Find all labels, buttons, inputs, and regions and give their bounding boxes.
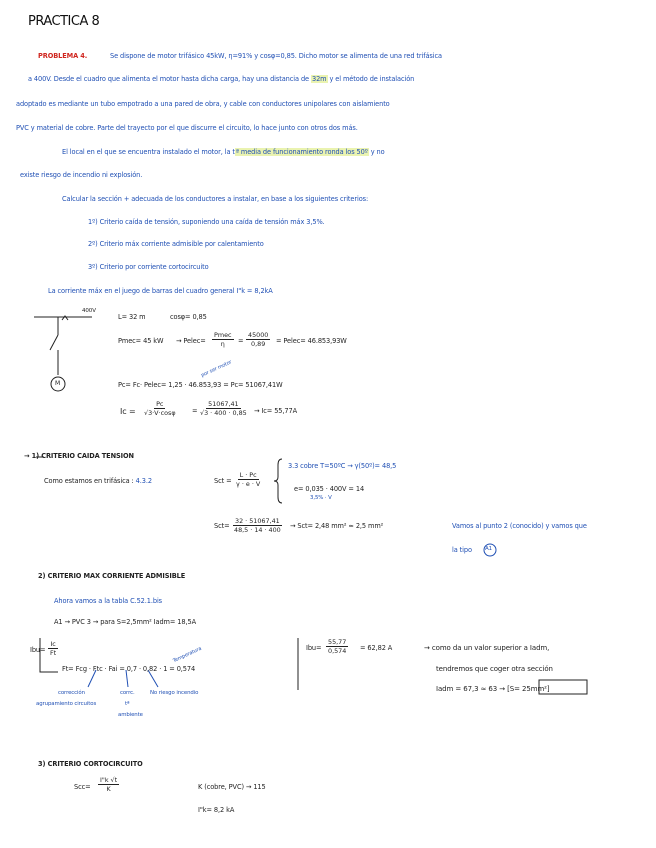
- section-2-heading: 2) CRITERIO MAX CORRIENTE ADMISIBLE: [38, 572, 186, 580]
- problem-line-1: Se dispone de motor trifásico 45kW, η=91% y cosφ=0,85. Dicho motor se alimenta de una red trifásica: [110, 52, 442, 60]
- sct-calc-lhs: Sct=: [214, 522, 230, 530]
- pelec-fraction: Pmec η: [214, 331, 232, 348]
- sct-calc-result: → Sct= 2,48 mm² ≈ 2,5 mm²: [290, 522, 384, 530]
- problem-line-6: existe riesgo de incendio ni explosión.: [20, 171, 143, 179]
- section-3-heading: 3) CRITERIO CORTOCIRCUITO: [38, 760, 143, 768]
- right-note-3: Iadm = 67,3 ≈ 63 → [S= 25mm²]: [436, 685, 550, 693]
- page-title: PRACTICA 8: [28, 14, 100, 29]
- pmec-line: Pmec= 45 kW: [118, 337, 164, 345]
- annot-corrc-3: ambiente: [118, 712, 143, 718]
- ic-lhs: Ic =: [120, 407, 136, 416]
- annot-correction: corrección: [58, 690, 85, 696]
- section-1-note-b: la tipo: [452, 546, 472, 554]
- criterion-1: 1º) Criterio caída de tensión, suponiendo una caída de tensión máx 3,5%.: [88, 218, 325, 226]
- k-line: K (cobre, PVC) → 115: [198, 783, 266, 791]
- pc-line: Pc= Fc· Pelec= 1,25 · 46.853,93 = Pc= 51067,41W: [118, 381, 283, 389]
- switch-blade: [50, 335, 58, 350]
- problem-line-2-a: a 400V. Desde el cuadro que alimenta el motor hasta dicha carga, hay una distancia de: [28, 75, 311, 83]
- problem-line-4: PVC y material de cobre. Parte del trayecto por el que discurre el circuito, lo hace junto con otros dos más.: [16, 124, 358, 132]
- annot-correction-2: agrupamiento circuitos: [36, 701, 97, 707]
- ic-fraction: $\frac{Pc}{√3\cdot V\cdot\cos\varphi}$: [144, 400, 176, 417]
- section-1-ref: 4.3.2: [135, 477, 152, 485]
- ibu2-fraction: $\frac{55,77}{0,574}$: [328, 638, 347, 655]
- voltage-label: 400V: [82, 308, 96, 314]
- annot-corrc: corrc.: [120, 690, 135, 696]
- problem-note: La corriente máx en el juego de barras del cuadro general I"k = 8,2kA: [48, 287, 273, 295]
- section-1-text: Como estamos en trifásica :: [44, 477, 134, 485]
- annot-temperature: Temperatura: [172, 645, 203, 665]
- ik-line: I"k= 8,2 kA: [198, 806, 235, 814]
- choice-line: A1 → PVC 3 → para S=2,5mm² Iadm= 18,5A: [54, 618, 196, 626]
- right-note-2: tendremos que coger otra sección: [436, 665, 553, 673]
- pelec-eq: =: [238, 337, 244, 345]
- problem-line-5-highlight: ª media de funcionamiento ronda los 50º: [235, 148, 368, 156]
- brace-line-3: 3,5% · V: [310, 495, 332, 501]
- problem-line-5-a: El local en el que se encuentra instalado el motor, la t: [62, 148, 235, 156]
- ic-result: → Ic= 55,77A: [254, 407, 297, 415]
- pelec-lhs: → Pelec=: [176, 337, 206, 345]
- brace-line-1: 3.3 cobre T=50ºC → γ(50º)= 48,5: [288, 462, 397, 470]
- sct-fraction: $\frac{L \cdot Pc}{\gamma \cdot e \cdot V}$: [236, 471, 261, 488]
- ibu-lhs: Ibu=: [30, 646, 46, 654]
- right-note-1: → como da un valor superior a Iadm,: [424, 644, 550, 652]
- section-1-note-a: Vamos al punto 2 (conocido) y vamos que: [452, 522, 587, 530]
- problem-line-5-b: y no: [368, 148, 385, 156]
- scc-lhs: Scc=: [74, 783, 91, 791]
- problem-line-3: adoptado es mediante un tubo empotrado a una pared de obra, y cable con conductores unipolares con aislamiento: [16, 100, 390, 108]
- sct-calc-fraction: $\frac{32 \cdot 51067,41}{48,5 \cdot 14 \cdot 400}$: [234, 517, 281, 534]
- section-1-note-circle: A1: [485, 546, 493, 552]
- criterion-2: 2º) Criterio máx corriente admisible por calentamiento: [88, 240, 264, 248]
- sct-lhs: Sct =: [214, 477, 232, 485]
- ic-eq: =: [192, 407, 198, 415]
- problem-line-2-b: y el método de instalación: [327, 75, 415, 83]
- problem-task: Calcular la sección + adecuada de los conductores a instalar, en base a los siguientes criterios:: [62, 195, 369, 203]
- annot-corrc-2: tª: [125, 701, 130, 707]
- problem-line-2-highlight: 32m: [311, 75, 327, 83]
- ibu2-lhs: Ibu=: [306, 644, 322, 652]
- ic-values-fraction: $\frac{51067,41}{√3 \cdot 400 \cdot 0,85}$: [200, 400, 247, 417]
- scc-fraction: $\frac{I"k √t}{K}$: [100, 776, 118, 793]
- table-ref: Ahora vamos a la tabla C.52.1.bis: [54, 597, 163, 605]
- annot-no-fire: No riesgo incendio: [150, 690, 199, 696]
- ibu-fraction: $\frac{Ic}{Ft}$: [50, 640, 57, 657]
- given-length: L= 32 m: [118, 313, 146, 321]
- given-cos: cosφ= 0,85: [170, 313, 207, 321]
- ibu2-result: = 62,82 A: [360, 644, 393, 652]
- ft-line: Ft= Fcg · Ftc · Fai = 0,7 · 0,82 · 1 = 0,574: [62, 665, 196, 673]
- brace-line-2: e= 0,035 · 400V = 14: [294, 485, 365, 493]
- section-1-heading: → 1) CRITERIO CAIDA TENSION: [24, 452, 134, 460]
- criterion-3: 3º) Criterio por corriente cortocircuito: [88, 263, 209, 271]
- annot-motor: por ser motor: [200, 359, 233, 379]
- pelec-result: = Pelec= 46.853,93W: [276, 337, 347, 345]
- pelec-values-fraction: $\frac{45000}{0,89}$: [248, 331, 269, 348]
- motor-label: M: [55, 380, 61, 387]
- problem-label: PROBLEMA 4.: [38, 52, 88, 60]
- section-1-line: [44, 477, 152, 485]
